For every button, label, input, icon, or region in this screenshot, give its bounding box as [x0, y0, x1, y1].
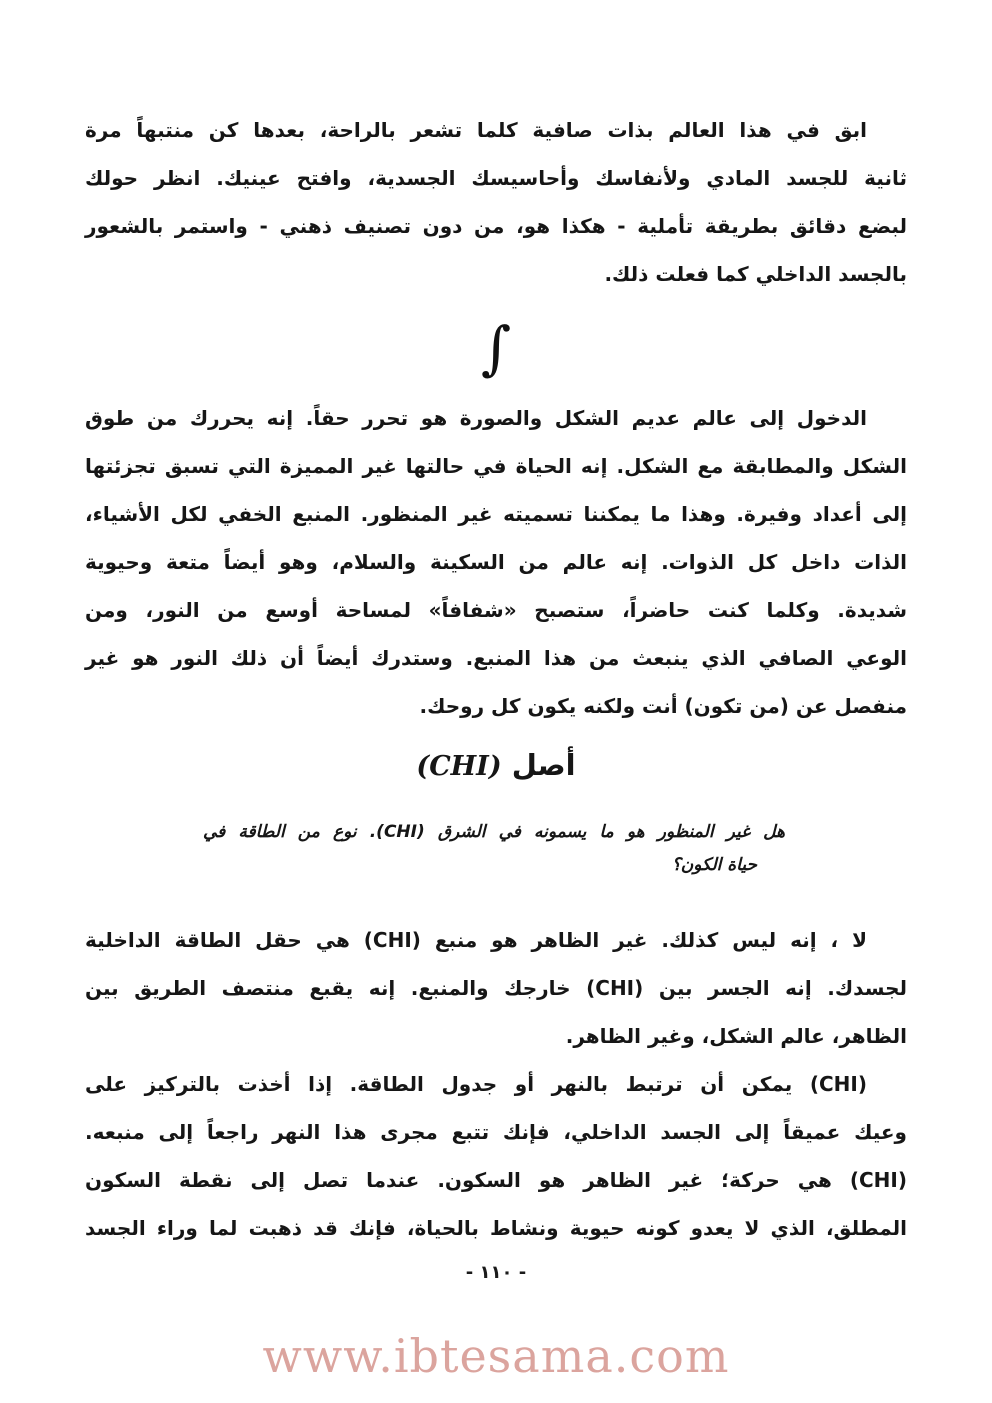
paragraph-4-line: (CHI) هي حركة؛ غير الظاهر هو السكون. عندما تصل إلى نقطة السكون	[85, 1168, 907, 1192]
paragraph-1-line: ثانية للجسد المادي ولأنفاسك وأحاسيسك الجسدية، وافتح عينيك. انظر حولك	[85, 166, 907, 190]
text-column	[85, 106, 907, 1252]
paragraph-2-line: شديدة. وكلما كنت حاضراً، ستصبح «شفافاً» لمساحة أوسع من النور، ومن	[85, 598, 907, 622]
paragraph-1-line: بالجسد الداخلي كما فعلت ذلك.	[604, 262, 907, 286]
paragraph-2-line: إلى أعداد وفيرة. وهذا ما يمكننا تسميته غير المنظور. المنبع الخفي لكل الأشياء،	[85, 502, 907, 526]
paragraph-3-line: لا ، إنه ليس كذلك. غير الظاهر هو منبع (CHI) هي حقل الطاقة الداخلية	[85, 928, 867, 952]
paragraph-4-line: وعيك عميقاً إلى الجسد الداخلي، فإنك تتبع مجرى هذا النهر راجعاً إلى منبعه.	[85, 1120, 907, 1144]
paragraph-4-line: المطلق، الذي لا يعدو كونه حيوية ونشاط بالحياة، فإنك قد ذهبت لما وراء الجسد	[85, 1216, 907, 1240]
paragraph-3-line: لجسدك. إنه الجسر بين (CHI) خارجك والمنبع. إنه يقبع منتصف الطريق بين	[85, 976, 907, 1000]
paragraph-2-line: الشكل والمطابقة مع الشكل. إنه الحياة في حالتها غير المميزة التي تسبق تجزئتها	[85, 454, 907, 478]
section-heading-latin: (CHI)	[416, 751, 502, 782]
paragraph-3-line: الظاهر، عالم الشكل، وغير الظاهر.	[565, 1024, 907, 1048]
paragraph-2-line: الذات داخل كل الذوات. إنه عالم من السكينة والسلام، وهو أيضاً متعة وحيوية	[85, 550, 907, 574]
paragraph-1	[85, 106, 907, 298]
paragraph-1-line: ابق في هذا العالم بذات صافية كلما تشعر بالراحة، بعدها كن منتبهاً مرة	[85, 118, 867, 142]
section-divider-ornament: ∫	[480, 314, 512, 382]
paragraph-1-line: لبضع دقائق بطريقة تأملية - هكذا هو، من دون تصنيف ذهني - واستمر بالشعور	[85, 214, 907, 238]
question-line: هل غير المنظور هو ما يسمونه في الشرق (CHI). نوع من الطاقة في	[203, 822, 786, 842]
paragraph-2-line: منفصل عن (من تكون) أنت ولكنه يكون كل روحك.	[419, 694, 907, 718]
paragraph-2-line: الدخول إلى عالم عديم الشكل والصورة هو تحرر حقاً. إنه يحررك من طوق	[85, 406, 867, 430]
paragraph-2-line: الوعي الصافي الذي ينبعث من هذا المنبع. وستدرك أيضاً أن ذلك النور هو غير	[85, 646, 907, 670]
paragraph-2	[85, 394, 907, 730]
paragraph-3	[85, 916, 907, 1060]
section-heading	[85, 742, 907, 790]
section-heading-arabic: أصل	[511, 748, 576, 782]
question-block	[203, 816, 785, 882]
page-number: - ١١٠ -	[465, 1262, 527, 1283]
watermark: www.ibtesama.com	[262, 1329, 730, 1383]
question-line: حياة الكون؟	[671, 855, 757, 875]
paragraph-4-line: (CHI) يمكن أن ترتبط بالنهر أو جدول الطاقة. إذا أخذت بالتركيز على	[85, 1072, 867, 1096]
paragraph-4	[85, 1060, 907, 1252]
